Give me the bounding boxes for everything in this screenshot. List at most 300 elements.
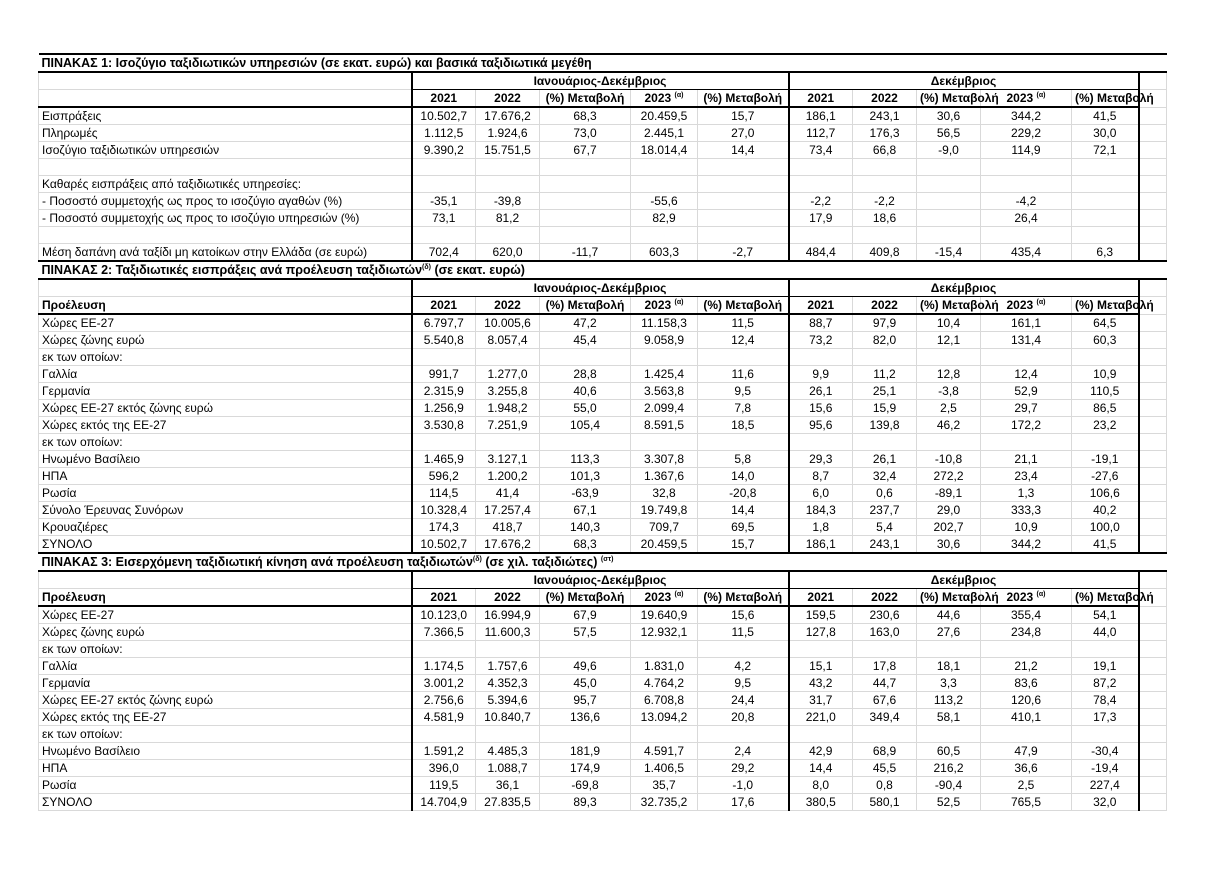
value-cell: 30,0 bbox=[1072, 125, 1139, 142]
blank-cell bbox=[1072, 227, 1139, 244]
blank-cell bbox=[476, 176, 540, 193]
value-cell: 1.367,6 bbox=[631, 468, 698, 485]
column-header-year1: 2021 bbox=[412, 297, 476, 315]
value-cell: 54,1 bbox=[1072, 606, 1139, 624]
column-header-year3 bbox=[631, 589, 698, 607]
blank-cell bbox=[1139, 227, 1167, 244]
value-cell bbox=[853, 726, 917, 743]
value-cell: -19,1 bbox=[1072, 451, 1139, 468]
table-row bbox=[39, 502, 1167, 519]
value-cell: 380,5 bbox=[789, 794, 853, 811]
column-header-row bbox=[39, 297, 1167, 315]
value-cell: 4.591,7 bbox=[631, 743, 698, 760]
value-cell: 136,6 bbox=[540, 709, 631, 726]
row-label-text: Χώρες ΕΕ-27 εκτός ζώνης ευρώ bbox=[42, 692, 213, 707]
column-header-row bbox=[39, 589, 1167, 607]
column-header-year1: 2021 bbox=[789, 297, 853, 315]
value-cell: 40,6 bbox=[540, 383, 631, 400]
value-cell: 40,2 bbox=[1072, 502, 1139, 519]
value-cell: 0,8 bbox=[853, 777, 917, 794]
value-cell: 409,8 bbox=[853, 244, 917, 262]
value-cell: 44,6 bbox=[917, 606, 981, 624]
row-label bbox=[39, 485, 412, 502]
blank-cell bbox=[1139, 675, 1167, 692]
row-label bbox=[39, 332, 412, 349]
value-cell: 16.994,9 bbox=[476, 606, 540, 624]
row-label-text: Ρωσία bbox=[42, 777, 77, 792]
value-cell: 1.924,6 bbox=[476, 125, 540, 142]
value-cell: 1,8 bbox=[789, 519, 853, 536]
value-cell: 396,0 bbox=[412, 760, 476, 777]
table-title-text: ΠΙΝΑΚΑΣ 2: Ταξιδιωτικές εισπράξεις ανά προέλευση ταξιδιωτών bbox=[41, 262, 423, 277]
value-cell: 29,2 bbox=[698, 760, 789, 777]
value-cell: 3.255,8 bbox=[476, 383, 540, 400]
blank-cell bbox=[853, 159, 917, 176]
tables-grid bbox=[38, 53, 1167, 811]
value-cell bbox=[789, 641, 853, 658]
table-row bbox=[39, 468, 1167, 485]
value-cell: 15,6 bbox=[698, 606, 789, 624]
table-title-row bbox=[39, 553, 1167, 571]
value-cell: 580,1 bbox=[853, 794, 917, 811]
value-cell: -27,6 bbox=[1072, 468, 1139, 485]
footnote-marker: (α) bbox=[674, 298, 684, 306]
blank-cell bbox=[1139, 760, 1167, 777]
row-label-text: Χώρες ΕΕ-27 bbox=[42, 315, 115, 330]
value-cell: 15,7 bbox=[698, 536, 789, 554]
table-row bbox=[39, 536, 1167, 554]
table-row bbox=[39, 519, 1167, 536]
blank-cell bbox=[1139, 107, 1167, 125]
column-header-row bbox=[39, 90, 1167, 108]
value-cell: 81,2 bbox=[476, 210, 540, 227]
value-cell: 73,0 bbox=[540, 125, 631, 142]
blank-cell bbox=[1139, 314, 1167, 332]
value-cell: 68,3 bbox=[540, 536, 631, 554]
value-cell: 17.257,4 bbox=[476, 502, 540, 519]
row-label bbox=[39, 675, 412, 692]
value-cell: 1.591,2 bbox=[412, 743, 476, 760]
column-header-year2: 2022 bbox=[853, 90, 917, 108]
blank-cell bbox=[917, 227, 981, 244]
row-label bbox=[39, 743, 412, 760]
column-header-change: (%) Μεταβολή bbox=[917, 90, 981, 108]
value-cell: 30,6 bbox=[917, 536, 981, 554]
value-cell: 2.099,4 bbox=[631, 400, 698, 417]
row-label-text: εκ των οποίων: bbox=[42, 349, 123, 364]
value-cell: 47,2 bbox=[540, 314, 631, 332]
value-cell: 19.749,8 bbox=[631, 502, 698, 519]
value-cell: 19.640,9 bbox=[631, 606, 698, 624]
value-cell bbox=[476, 434, 540, 451]
statistics-sheet bbox=[38, 53, 1166, 811]
value-cell: 32,4 bbox=[853, 468, 917, 485]
blank-cell bbox=[1139, 777, 1167, 794]
spacer-row bbox=[39, 159, 1167, 176]
value-cell: 44,0 bbox=[1072, 624, 1139, 641]
value-cell: 344,2 bbox=[981, 536, 1072, 554]
value-cell: 68,3 bbox=[540, 107, 631, 125]
value-cell bbox=[476, 349, 540, 366]
value-cell: 1.256,9 bbox=[412, 400, 476, 417]
value-cell: 2,4 bbox=[698, 743, 789, 760]
row-label bbox=[39, 606, 412, 624]
value-cell: 45,5 bbox=[853, 760, 917, 777]
table-row bbox=[39, 726, 1167, 743]
blank-cell bbox=[631, 227, 698, 244]
blank-cell bbox=[476, 159, 540, 176]
value-cell bbox=[698, 434, 789, 451]
blank-cell bbox=[1139, 72, 1167, 90]
value-cell: 0,6 bbox=[853, 485, 917, 502]
value-cell: 9,5 bbox=[698, 675, 789, 692]
column-header-origin: Προέλευση bbox=[39, 297, 412, 315]
row-label bbox=[39, 692, 412, 709]
row-label-text: Χώρες ζώνης ευρώ bbox=[42, 332, 145, 347]
blank-cell bbox=[1139, 176, 1167, 193]
blank-cell bbox=[540, 227, 631, 244]
row-label-text: Χώρες εκτός της ΕΕ-27 bbox=[42, 709, 167, 724]
blank-cell bbox=[1139, 641, 1167, 658]
value-cell bbox=[917, 726, 981, 743]
value-cell: 172,2 bbox=[981, 417, 1072, 434]
value-cell: 26,1 bbox=[853, 451, 917, 468]
footnote-marker: (α) bbox=[674, 590, 684, 598]
blank-cell bbox=[981, 159, 1072, 176]
column-header-year3-text: 2023 bbox=[644, 297, 672, 312]
column-header-year2: 2022 bbox=[476, 589, 540, 607]
column-header-origin bbox=[39, 90, 412, 108]
value-cell: 86,5 bbox=[1072, 400, 1139, 417]
period-month-header: Δεκέμβριος bbox=[789, 571, 1139, 589]
row-label bbox=[39, 502, 412, 519]
value-cell: 18,6 bbox=[853, 210, 917, 227]
row-label-text: Εισπράξεις bbox=[42, 108, 102, 123]
column-header-year2: 2022 bbox=[476, 297, 540, 315]
blank-cell bbox=[412, 159, 476, 176]
value-cell: 36,1 bbox=[476, 777, 540, 794]
value-cell: -39,8 bbox=[476, 193, 540, 210]
value-cell: 35,7 bbox=[631, 777, 698, 794]
period-annual-header: Ιανουάριος-Δεκέμβριος bbox=[412, 571, 789, 589]
value-cell: -2,7 bbox=[698, 244, 789, 262]
value-cell: -30,4 bbox=[1072, 743, 1139, 760]
value-cell: 12,4 bbox=[981, 366, 1072, 383]
value-cell: 10.502,7 bbox=[412, 107, 476, 125]
value-cell: 60,5 bbox=[917, 743, 981, 760]
value-cell: 237,7 bbox=[853, 502, 917, 519]
value-cell: 95,6 bbox=[789, 417, 853, 434]
value-cell: 174,3 bbox=[412, 519, 476, 536]
period-annual-header: Ιανουάριος-Δεκέμβριος bbox=[412, 72, 789, 90]
value-cell bbox=[476, 641, 540, 658]
value-cell bbox=[540, 434, 631, 451]
value-cell bbox=[1072, 193, 1139, 210]
value-cell: 10.005,6 bbox=[476, 314, 540, 332]
value-cell: 17,3 bbox=[1072, 709, 1139, 726]
value-cell: 26,4 bbox=[981, 210, 1072, 227]
table-row bbox=[39, 434, 1167, 451]
value-cell: 186,1 bbox=[789, 536, 853, 554]
value-cell: 10,9 bbox=[981, 519, 1072, 536]
value-cell: 72,1 bbox=[1072, 142, 1139, 159]
value-cell: 26,1 bbox=[789, 383, 853, 400]
table-row bbox=[39, 383, 1167, 400]
value-cell bbox=[789, 434, 853, 451]
blank-cell bbox=[1139, 743, 1167, 760]
blank-cell bbox=[789, 227, 853, 244]
value-cell: 42,9 bbox=[789, 743, 853, 760]
value-cell: 131,4 bbox=[981, 332, 1072, 349]
value-cell: 52,5 bbox=[917, 794, 981, 811]
value-cell: 29,7 bbox=[981, 400, 1072, 417]
value-cell: 23,2 bbox=[1072, 417, 1139, 434]
value-cell: -11,7 bbox=[540, 244, 631, 262]
row-label-text: Ηνωμένο Βασίλειο bbox=[42, 451, 141, 466]
table-row bbox=[39, 658, 1167, 675]
row-label-text: ΗΠΑ bbox=[42, 760, 68, 775]
table-row bbox=[39, 107, 1167, 125]
value-cell: 1.277,0 bbox=[476, 366, 540, 383]
column-header-year3-text: 2023 bbox=[1006, 297, 1034, 312]
value-cell: 3.127,1 bbox=[476, 451, 540, 468]
value-cell: 29,3 bbox=[789, 451, 853, 468]
column-header-year3-text: 2023 bbox=[1006, 589, 1034, 604]
value-cell: 27,0 bbox=[698, 125, 789, 142]
row-label bbox=[39, 726, 412, 743]
value-cell bbox=[476, 726, 540, 743]
value-cell: 10.840,7 bbox=[476, 709, 540, 726]
row-label bbox=[39, 193, 412, 210]
table-row bbox=[39, 332, 1167, 349]
row-label bbox=[39, 349, 412, 366]
value-cell: 11,6 bbox=[698, 366, 789, 383]
table-row bbox=[39, 641, 1167, 658]
value-cell: 20.459,5 bbox=[631, 107, 698, 125]
value-cell: 113,2 bbox=[917, 692, 981, 709]
value-cell bbox=[1072, 434, 1139, 451]
value-cell: 243,1 bbox=[853, 107, 917, 125]
value-cell: 15,7 bbox=[698, 107, 789, 125]
blank-cell bbox=[631, 176, 698, 193]
value-cell: 8,7 bbox=[789, 468, 853, 485]
value-cell: 8.057,4 bbox=[476, 332, 540, 349]
value-cell: 216,2 bbox=[917, 760, 981, 777]
blank-cell bbox=[698, 159, 789, 176]
row-label-text: εκ των οποίων: bbox=[42, 726, 123, 741]
table-row bbox=[39, 794, 1167, 811]
row-label-text: Γαλλία bbox=[42, 366, 78, 381]
blank-cell bbox=[1139, 400, 1167, 417]
value-cell: 21,1 bbox=[981, 451, 1072, 468]
value-cell: 49,6 bbox=[540, 658, 631, 675]
column-header-change: (%) Μεταβολή bbox=[540, 90, 631, 108]
value-cell: 88,7 bbox=[789, 314, 853, 332]
row-label bbox=[39, 624, 412, 641]
row-label bbox=[39, 125, 412, 142]
value-cell: 2,5 bbox=[917, 400, 981, 417]
row-label bbox=[39, 709, 412, 726]
value-cell: 110,5 bbox=[1072, 383, 1139, 400]
value-cell: 1.948,2 bbox=[476, 400, 540, 417]
value-cell: 27.835,5 bbox=[476, 794, 540, 811]
value-cell: -2,2 bbox=[853, 193, 917, 210]
value-cell: 6.708,8 bbox=[631, 692, 698, 709]
blank-cell bbox=[1139, 726, 1167, 743]
value-cell bbox=[1072, 349, 1139, 366]
value-cell: -90,4 bbox=[917, 777, 981, 794]
value-cell: 4.485,3 bbox=[476, 743, 540, 760]
value-cell: 355,4 bbox=[981, 606, 1072, 624]
value-cell bbox=[917, 210, 981, 227]
blank-cell bbox=[1139, 244, 1167, 262]
value-cell: 43,2 bbox=[789, 675, 853, 692]
blank-cell bbox=[789, 159, 853, 176]
value-cell bbox=[1072, 210, 1139, 227]
value-cell: 11,5 bbox=[698, 314, 789, 332]
column-header-change: (%) Μεταβολή bbox=[1072, 297, 1139, 315]
column-header-change: (%) Μεταβολή bbox=[1072, 90, 1139, 108]
value-cell: 1.406,5 bbox=[631, 760, 698, 777]
row-label bbox=[39, 383, 412, 400]
blank-cell bbox=[853, 176, 917, 193]
value-cell: 163,0 bbox=[853, 624, 917, 641]
value-cell: 184,3 bbox=[789, 502, 853, 519]
value-cell: 14,0 bbox=[698, 468, 789, 485]
blank-cell bbox=[39, 227, 412, 244]
value-cell: 127,8 bbox=[789, 624, 853, 641]
value-cell: -20,8 bbox=[698, 485, 789, 502]
value-cell: 3.001,2 bbox=[412, 675, 476, 692]
column-header-year1: 2021 bbox=[789, 90, 853, 108]
value-cell: 229,2 bbox=[981, 125, 1072, 142]
row-label-text: ΣΥΝΟΛΟ bbox=[42, 536, 93, 551]
value-cell bbox=[412, 726, 476, 743]
value-cell bbox=[981, 726, 1072, 743]
value-cell: 9,5 bbox=[698, 383, 789, 400]
value-cell: 114,5 bbox=[412, 485, 476, 502]
blank-cell bbox=[1139, 502, 1167, 519]
value-cell: 1,3 bbox=[981, 485, 1072, 502]
value-cell: 4,2 bbox=[698, 658, 789, 675]
value-cell: 45,0 bbox=[540, 675, 631, 692]
value-cell: 97,9 bbox=[853, 314, 917, 332]
value-cell: 3.563,8 bbox=[631, 383, 698, 400]
column-header-year1: 2021 bbox=[789, 589, 853, 607]
column-header-year3 bbox=[631, 297, 698, 315]
value-cell: 1.757,6 bbox=[476, 658, 540, 675]
row-label-text: Πληρωμές bbox=[42, 125, 98, 140]
blank-cell bbox=[1139, 332, 1167, 349]
value-cell: 15,1 bbox=[789, 658, 853, 675]
table-title bbox=[39, 54, 1167, 72]
footnote-marker: (α) bbox=[674, 91, 684, 99]
value-cell: 41,5 bbox=[1072, 536, 1139, 554]
value-cell: 9.058,9 bbox=[631, 332, 698, 349]
value-cell: 5.394,6 bbox=[476, 692, 540, 709]
table-row bbox=[39, 400, 1167, 417]
value-cell: 69,5 bbox=[698, 519, 789, 536]
row-label bbox=[39, 176, 412, 193]
row-label-text: Χώρες ζώνης ευρώ bbox=[42, 624, 145, 639]
value-cell: 32,0 bbox=[1072, 794, 1139, 811]
blank-cell bbox=[631, 159, 698, 176]
value-cell: 1.465,9 bbox=[412, 451, 476, 468]
value-cell bbox=[698, 210, 789, 227]
value-cell: 41,4 bbox=[476, 485, 540, 502]
blank-cell bbox=[1072, 176, 1139, 193]
blank-cell bbox=[1139, 349, 1167, 366]
value-cell: 227,4 bbox=[1072, 777, 1139, 794]
column-header-year2: 2022 bbox=[476, 90, 540, 108]
row-label bbox=[39, 760, 412, 777]
value-cell: 11,5 bbox=[698, 624, 789, 641]
value-cell: 1.112,5 bbox=[412, 125, 476, 142]
row-label-text: - Ποσοστό συμμετοχής ως προς το ισοζύγιο υπηρεσιών (%) bbox=[42, 210, 360, 225]
value-cell: 603,3 bbox=[631, 244, 698, 262]
blank-cell bbox=[1139, 624, 1167, 641]
value-cell bbox=[789, 726, 853, 743]
value-cell: 186,1 bbox=[789, 107, 853, 125]
value-cell bbox=[540, 349, 631, 366]
value-cell: 67,6 bbox=[853, 692, 917, 709]
value-cell bbox=[698, 726, 789, 743]
period-month-header: Δεκέμβριος bbox=[789, 279, 1139, 297]
value-cell bbox=[917, 434, 981, 451]
value-cell: 6,3 bbox=[1072, 244, 1139, 262]
value-cell: 89,3 bbox=[540, 794, 631, 811]
value-cell: 11.600,3 bbox=[476, 624, 540, 641]
value-cell: 13.094,2 bbox=[631, 709, 698, 726]
value-cell: 101,3 bbox=[540, 468, 631, 485]
value-cell: 1.200,2 bbox=[476, 468, 540, 485]
value-cell: 20,8 bbox=[698, 709, 789, 726]
value-cell: 2.445,1 bbox=[631, 125, 698, 142]
value-cell: 9.390,2 bbox=[412, 142, 476, 159]
blank-cell bbox=[1139, 468, 1167, 485]
table-row bbox=[39, 485, 1167, 502]
blank-cell bbox=[698, 227, 789, 244]
value-cell: 5,8 bbox=[698, 451, 789, 468]
value-cell: 7.366,5 bbox=[412, 624, 476, 641]
table-title-row bbox=[39, 261, 1167, 279]
value-cell: 620,0 bbox=[476, 244, 540, 262]
blank-cell bbox=[1139, 383, 1167, 400]
row-label-text: εκ των οποίων: bbox=[42, 434, 123, 449]
value-cell: -3,8 bbox=[917, 383, 981, 400]
value-cell: 596,2 bbox=[412, 468, 476, 485]
footnote-marker: (δ) bbox=[422, 263, 431, 271]
value-cell: 78,4 bbox=[1072, 692, 1139, 709]
value-cell: 19,1 bbox=[1072, 658, 1139, 675]
value-cell: 32.735,2 bbox=[631, 794, 698, 811]
table-title-tail: (σε χιλ. ταξιδιώτες) bbox=[481, 554, 598, 569]
blank-cell bbox=[1139, 692, 1167, 709]
value-cell: 5.540,8 bbox=[412, 332, 476, 349]
blank-cell bbox=[39, 72, 412, 90]
column-header-year2: 2022 bbox=[853, 589, 917, 607]
footnote-marker: (στ) bbox=[600, 555, 614, 563]
value-cell: 57,5 bbox=[540, 624, 631, 641]
value-cell: 10.328,4 bbox=[412, 502, 476, 519]
value-cell bbox=[1072, 641, 1139, 658]
table-title-text: ΠΙΝΑΚΑΣ 3: Εισερχόμενη ταξιδιωτική κίνηση ανά προέλευση ταξιδιωτών bbox=[41, 554, 473, 569]
blank-cell bbox=[1139, 794, 1167, 811]
blank-cell bbox=[1139, 485, 1167, 502]
value-cell: 2,5 bbox=[981, 777, 1072, 794]
blank-cell bbox=[853, 227, 917, 244]
value-cell bbox=[981, 434, 1072, 451]
